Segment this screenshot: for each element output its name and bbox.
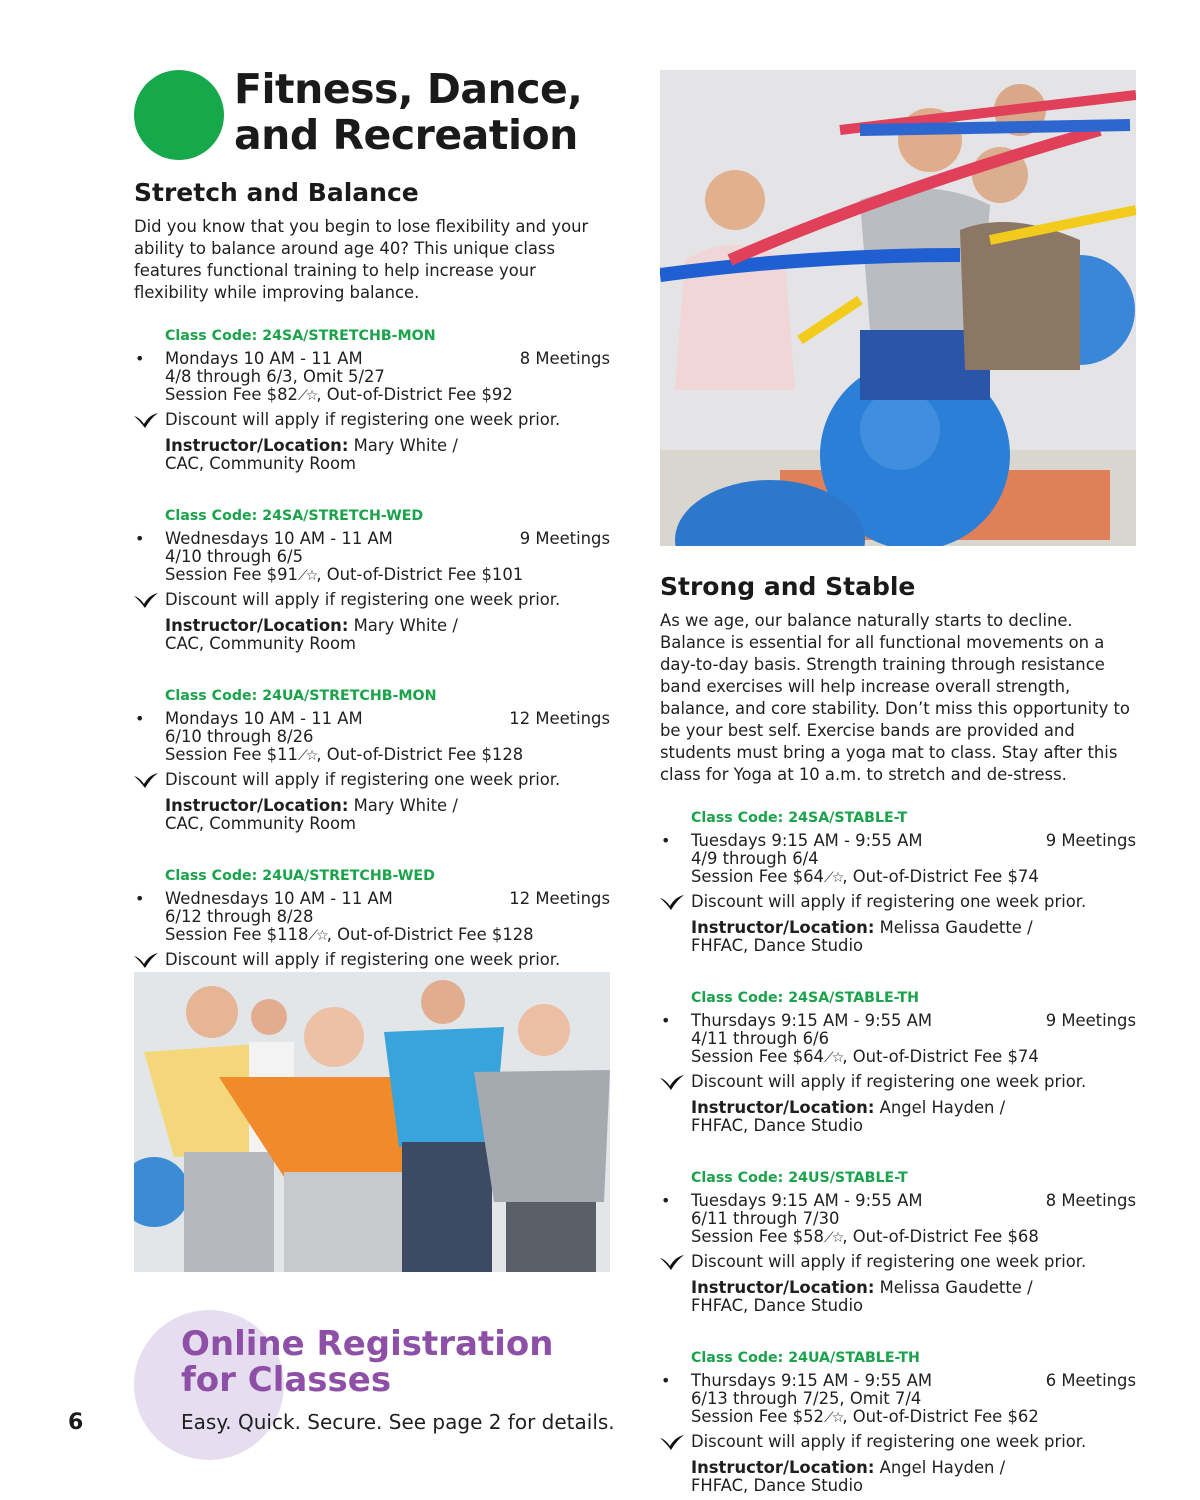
class-dates: 4/8 through 6/3, Omit 5/27 — [165, 367, 385, 386]
session-fee: Session Fee $11 — [165, 745, 298, 764]
session-fee: Session Fee $64 — [691, 867, 824, 886]
instructor-location — [691, 1459, 1136, 1495]
instructor-label: Instructor/Location: — [691, 1098, 875, 1117]
strong-stable-section — [660, 572, 1136, 1495]
instructor-location — [691, 919, 1136, 955]
spacer — [660, 1315, 1136, 1349]
class-meetings: 12 Meetings — [509, 889, 610, 908]
page-title — [234, 66, 582, 158]
instructor-label: Instructor/Location: — [165, 616, 349, 635]
instructor-location — [165, 797, 610, 833]
sign-icon: ⟋☆ — [297, 568, 317, 584]
bullet-icon: • — [135, 349, 145, 368]
instructor-name: Mary White / — [348, 616, 458, 635]
session-fee: Session Fee $52 — [691, 1407, 824, 1426]
class-location: FHFAC, Dance Studio — [691, 1116, 864, 1135]
class-schedule-row — [135, 889, 610, 908]
out-of-district-fee: , Out-of-District Fee $74 — [842, 1047, 1039, 1066]
class-meetings: 8 Meetings — [519, 349, 610, 368]
instructor-location — [691, 1279, 1136, 1315]
bullet-icon: • — [135, 889, 145, 908]
page-title-line2: and Recreation — [234, 111, 578, 159]
discount-text: Discount will apply if registering one week prior. — [165, 590, 561, 609]
spacer — [134, 473, 610, 507]
class-meetings: 12 Meetings — [509, 709, 610, 728]
class-fees — [691, 1048, 1136, 1067]
class-schedule: Thursdays 9:15 AM - 9:55 AM — [691, 1371, 933, 1390]
check-swoosh-icon — [133, 591, 159, 609]
out-of-district-fee: , Out-of-District Fee $92 — [316, 385, 513, 404]
class-location: FHFAC, Dance Studio — [691, 1476, 864, 1495]
bullet-icon: • — [661, 1371, 671, 1390]
class-dates: 6/10 through 8/26 — [165, 727, 314, 746]
stretch-balance-section — [134, 178, 610, 1013]
class-code: Class Code: 24SA/STRETCH-WED — [165, 508, 424, 524]
session-fee: Session Fee $118 — [165, 925, 309, 944]
class-listing — [135, 687, 610, 833]
discount-text: Discount will apply if registering one week prior. — [691, 1432, 1087, 1451]
class-listing — [661, 989, 1136, 1135]
out-of-district-fee: , Out-of-District Fee $101 — [316, 565, 524, 584]
bullet-icon: • — [135, 529, 145, 548]
class-schedule: Tuesdays 9:15 AM - 9:55 AM — [691, 1191, 923, 1210]
out-of-district-fee: , Out-of-District Fee $128 — [326, 925, 534, 944]
sign-icon: ⟋☆ — [308, 928, 327, 944]
discount-text: Discount will apply if registering one week prior. — [165, 770, 561, 789]
instructor-location — [165, 617, 610, 653]
section-description: As we age, our balance naturally starts to decline. Balance is essential for all functional movements on a day-to-day basis. Strength training through resistance band exercises will help increase overall strength, balance, and core stability. Don’t miss this opportunity to be your best self. Exercise bands are provided and students must bring a yoga mat to class. Stay after this class for Yoga at 10 a.m. to stretch and de-stress. — [660, 611, 1130, 784]
class-fees — [691, 868, 1136, 887]
class-dates: 6/12 through 8/28 — [165, 907, 314, 926]
class-meetings: 9 Meetings — [1045, 831, 1136, 850]
discount-note — [691, 893, 1136, 911]
discount-note — [165, 951, 610, 969]
bullet-icon: • — [135, 709, 145, 728]
sign-icon: ⟋☆ — [297, 748, 317, 764]
instructor-label: Instructor/Location: — [691, 1278, 875, 1297]
photo-illustration — [134, 972, 610, 1272]
class-code: Class Code: 24UA/STABLE-TH — [691, 1350, 920, 1366]
discount-note — [691, 1433, 1136, 1451]
class-code: Class Code: 24SA/STABLE-T — [691, 810, 908, 826]
class-schedule-row — [135, 529, 610, 548]
class-schedule: Thursdays 9:15 AM - 9:55 AM — [691, 1011, 933, 1030]
class-schedule-row — [135, 709, 610, 728]
instructor-label: Instructor/Location: — [165, 436, 349, 455]
section-description: Did you know that you begin to lose flexibility and your ability to balance around age 40? This unique class features functional training to help increase your flexibility while improving balance. — [134, 217, 589, 302]
discount-text: Discount will apply if registering one week prior. — [165, 410, 561, 429]
spacer — [134, 833, 610, 867]
session-fee: Session Fee $91 — [165, 565, 298, 584]
discount-note — [165, 591, 610, 609]
check-swoosh-icon — [659, 893, 685, 911]
photo-illustration — [660, 70, 1136, 546]
discount-text: Discount will apply if registering one week prior. — [691, 892, 1087, 911]
spacer — [660, 1135, 1136, 1169]
section-title: Stretch and Balance — [134, 178, 419, 207]
instructor-name: Mary White / — [348, 436, 458, 455]
discount-text: Discount will apply if registering one week prior. — [165, 950, 561, 969]
class-location: CAC, Community Room — [165, 454, 356, 473]
class-code: Class Code: 24US/STABLE-T — [691, 1170, 908, 1186]
class-dates: 6/13 through 7/25, Omit 7/4 — [691, 1389, 922, 1408]
class-fees — [691, 1408, 1136, 1427]
class-list — [660, 809, 1136, 1495]
registration-title-line2: for Classes — [181, 1360, 392, 1400]
class-list — [134, 327, 610, 1013]
class-location: FHFAC, Dance Studio — [691, 1296, 864, 1315]
class-code: Class Code: 24SA/STABLE-TH — [691, 990, 920, 1006]
out-of-district-fee: , Out-of-District Fee $68 — [842, 1227, 1039, 1246]
bullet-icon: • — [661, 1011, 671, 1030]
class-schedule-row — [661, 1191, 1136, 1210]
class-meetings: 8 Meetings — [1045, 1191, 1136, 1210]
session-fee: Session Fee $82 — [165, 385, 298, 404]
instructor-label: Instructor/Location: — [165, 796, 349, 815]
seniors-exercise-photo — [134, 972, 610, 1272]
sign-icon: ⟋☆ — [297, 388, 317, 404]
discount-note — [691, 1253, 1136, 1271]
instructor-name: Melissa Gaudette / — [874, 918, 1033, 937]
class-dates: 6/11 through 7/30 — [691, 1209, 840, 1228]
class-fees — [165, 386, 610, 405]
class-schedule: Mondays 10 AM - 11 AM — [165, 709, 363, 728]
class-schedule: Wednesdays 10 AM - 11 AM — [165, 529, 393, 548]
page-title-line1: Fitness, Dance, — [234, 65, 583, 113]
class-fees — [691, 1228, 1136, 1247]
class-schedule-row — [661, 831, 1136, 850]
class-location: CAC, Community Room — [165, 634, 356, 653]
check-swoosh-icon — [659, 1073, 685, 1091]
spacer — [134, 653, 610, 687]
class-code: Class Code: 24UA/STRETCHB-MON — [165, 688, 437, 704]
class-listing — [661, 1349, 1136, 1495]
instructor-location — [691, 1099, 1136, 1135]
discount-text: Discount will apply if registering one week prior. — [691, 1072, 1087, 1091]
instructor-label: Instructor/Location: — [691, 918, 875, 937]
class-schedule: Wednesdays 10 AM - 11 AM — [165, 889, 393, 908]
sign-icon: ⟋☆ — [823, 1050, 843, 1066]
section-color-dot — [134, 70, 224, 160]
class-listing — [135, 507, 610, 653]
registration-title — [181, 1326, 553, 1398]
check-swoosh-icon — [133, 411, 159, 429]
class-meetings: 9 Meetings — [1045, 1011, 1136, 1030]
session-fee: Session Fee $64 — [691, 1047, 824, 1066]
class-code: Class Code: 24UA/STRETCHB-WED — [165, 868, 435, 884]
check-swoosh-icon — [659, 1253, 685, 1271]
bullet-icon: • — [661, 831, 671, 850]
registration-title-line1: Online Registration — [181, 1324, 554, 1364]
instructor-name: Melissa Gaudette / — [874, 1278, 1033, 1297]
class-fees — [165, 746, 610, 765]
out-of-district-fee: , Out-of-District Fee $128 — [316, 745, 524, 764]
spacer — [660, 955, 1136, 989]
session-fee: Session Fee $58 — [691, 1227, 824, 1246]
discount-note — [691, 1073, 1136, 1091]
class-schedule: Tuesdays 9:15 AM - 9:55 AM — [691, 831, 923, 850]
out-of-district-fee: , Out-of-District Fee $74 — [842, 867, 1039, 886]
class-location: FHFAC, Dance Studio — [691, 936, 864, 955]
class-meetings: 9 Meetings — [519, 529, 610, 548]
page-number: 6 — [68, 1410, 84, 1435]
instructor-name: Mary White / — [348, 796, 458, 815]
sign-icon: ⟋☆ — [823, 1410, 843, 1426]
class-schedule: Mondays 10 AM - 11 AM — [165, 349, 363, 368]
section-title: Strong and Stable — [660, 572, 916, 601]
class-listing — [661, 809, 1136, 955]
class-fees — [165, 566, 610, 585]
class-schedule-row — [135, 349, 610, 368]
class-dates: 4/10 through 6/5 — [165, 547, 304, 566]
class-listing — [661, 1169, 1136, 1315]
instructor-name: Angel Hayden / — [874, 1458, 1006, 1477]
class-fees — [165, 926, 610, 945]
bullet-icon: • — [661, 1191, 671, 1210]
registration-subtitle: Easy. Quick. Secure. See page 2 for details. — [181, 1410, 615, 1434]
class-location: CAC, Community Room — [165, 814, 356, 833]
instructor-location — [165, 437, 610, 473]
sign-icon: ⟋☆ — [823, 1230, 843, 1246]
check-swoosh-icon — [133, 771, 159, 789]
instructor-name: Angel Hayden / — [874, 1098, 1006, 1117]
class-listing — [135, 327, 610, 473]
sign-icon: ⟋☆ — [823, 870, 843, 886]
class-schedule-row — [661, 1011, 1136, 1030]
discount-note — [165, 771, 610, 789]
instructor-label: Instructor/Location: — [691, 1458, 875, 1477]
class-meetings: 6 Meetings — [1045, 1371, 1136, 1390]
resistance-band-class-photo — [660, 70, 1136, 546]
out-of-district-fee: , Out-of-District Fee $62 — [842, 1407, 1039, 1426]
class-code: Class Code: 24SA/STRETCHB-MON — [165, 328, 436, 344]
check-swoosh-icon — [659, 1433, 685, 1451]
discount-note — [165, 411, 610, 429]
check-swoosh-icon — [133, 951, 159, 969]
discount-text: Discount will apply if registering one week prior. — [691, 1252, 1087, 1271]
class-dates: 4/9 through 6/4 — [691, 849, 819, 868]
class-dates: 4/11 through 6/6 — [691, 1029, 830, 1048]
class-schedule-row — [661, 1371, 1136, 1390]
